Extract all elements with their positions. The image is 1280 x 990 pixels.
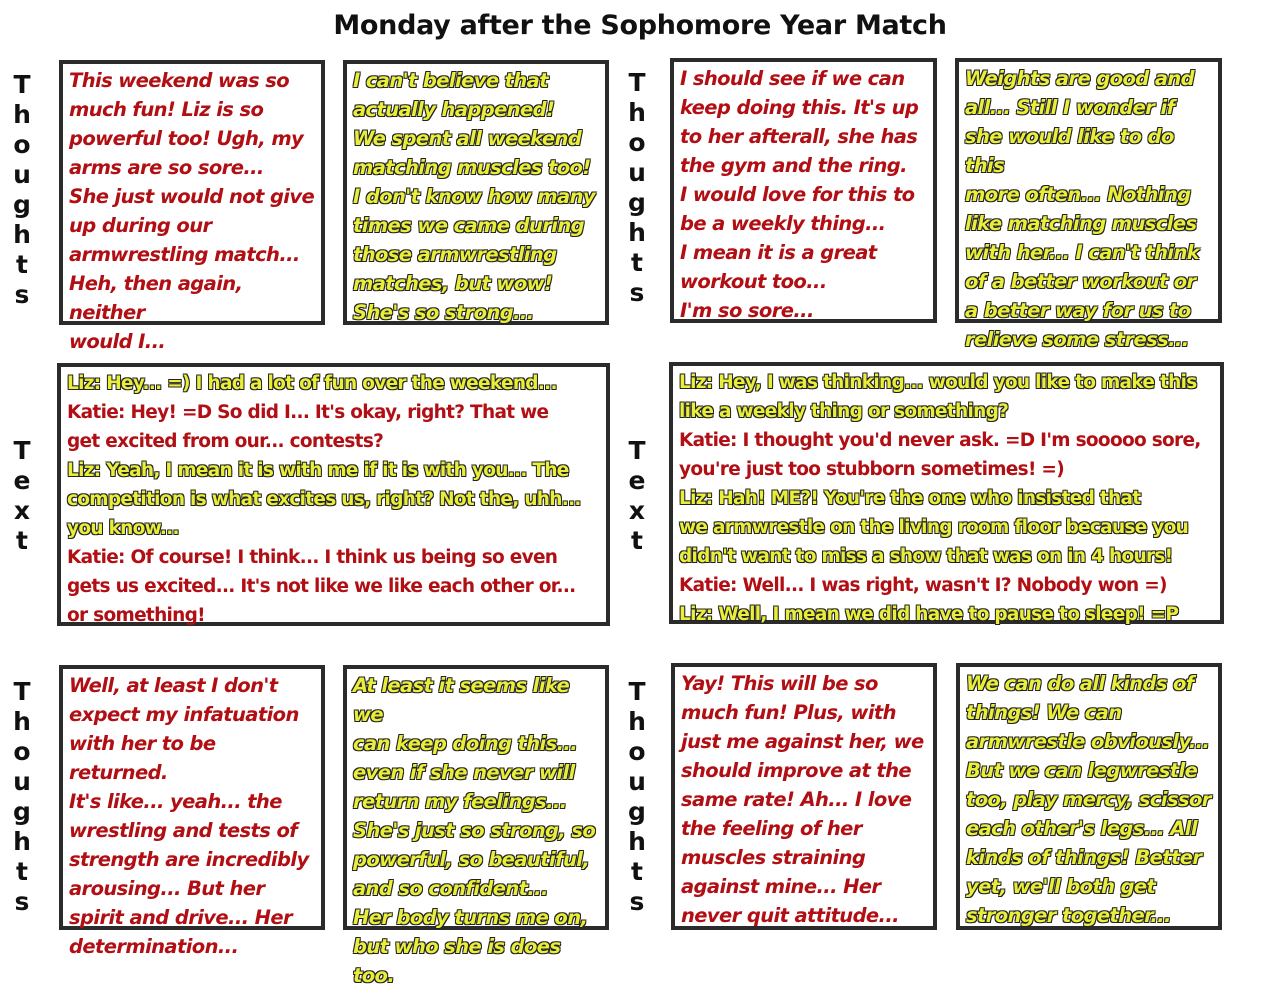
text-line: like a weekly thing or something? [679,401,1009,422]
text-line: or something! [67,605,205,626]
text-line: we armwrestle on the living room floor because you [679,517,1189,538]
text-message [67,398,600,456]
text-line: Katie: I thought you'd never ask. =D I'm sooooo sore, [679,430,1201,451]
thought-text: Yay! This will be so much fun! Plus, with just me against her, we should improve at the same rate! Ah... I love the feeling of her muscles straining against mine... Her never quit attitude... [681,672,924,927]
side-label-letter: x [13,496,31,525]
side-label-letter: o [13,130,31,159]
side-label-letter: h [13,707,31,736]
side-label-letter: s [14,280,30,309]
thought-box-katie [671,663,937,930]
side-label-letter: o [13,737,31,766]
side-label-text [621,436,653,556]
text-line: Liz: Yeah, I mean it is with me if it is with you... The [67,460,569,481]
side-label-letter: h [628,707,646,736]
side-label-letter: t [631,248,643,277]
side-label-letter: h [628,98,646,127]
text-line: Katie: Hey! =D So did I... It's okay, right? That we [67,402,549,423]
side-label-letter: T [13,436,31,465]
side-label-letter: e [628,466,646,495]
text-message [679,484,1214,571]
thought-text: We can do all kinds of things! We can armwrestle obviously... But we can legwrestle too, play mercy, scissor each other's legs... All kinds of things! Better yet, we'll both get stronger together... [966,672,1211,927]
side-label-letter: s [14,887,30,916]
side-label-letter: g [13,797,31,826]
text-conversation-box [57,363,610,626]
thought-box-liz [956,663,1222,930]
text-message [679,571,1214,600]
text-message [67,456,600,543]
side-label-letter: s [629,887,645,916]
thought-box-liz [343,665,609,987]
side-label-letter: t [631,857,643,886]
thought-text: This weekend was so much fun! Liz is so powerful too! Ugh, my arms are so sore... She just would not give up during our armwrestling match... Heh, then again, neither would I... [69,69,315,353]
side-label-letter: u [628,767,646,796]
side-label-letter: T [628,68,646,97]
thought-box-katie [59,665,325,958]
side-label-letter: x [628,496,646,525]
side-label-letter: t [16,250,28,279]
side-label-letter: g [628,188,646,217]
side-label-thoughts [6,677,38,917]
thought-text: At least it seems like we can keep doing this... even if she never will return my feelings... She's just so strong, so powerful, so beautiful, and so confident... Her body turns me on, but who she is does too. [353,674,596,987]
side-label-letter: t [16,526,28,555]
side-label-letter: h [13,100,31,129]
thought-box-katie [59,60,325,353]
side-label-letter: g [628,797,646,826]
side-label-letter: h [628,218,646,247]
side-label-text [6,436,38,556]
text-line: you know... [67,518,179,539]
side-label-letter: T [13,70,31,99]
side-label-letter: g [13,190,31,219]
side-label-letter: T [13,677,31,706]
side-label-letter: u [13,767,31,796]
side-label-letter: h [13,220,31,249]
text-line: Katie: Of course! I think... I think us being so even [67,547,558,568]
page-title: Monday after the Sophomore Year Match [333,10,947,41]
thought-text: Well, at least I don't expect my infatuation with her to be returned. It's like... yeah... the wrestling and tests of strength are incredibly arousing... But her spirit and drive... Her determination... [69,674,309,958]
side-label-letter: u [13,160,31,189]
text-message [67,543,600,630]
side-label-letter: u [628,158,646,187]
text-line: get excited from our... contests? [67,431,384,452]
text-conversation-box [669,362,1224,624]
side-label-letter: h [628,827,646,856]
text-line: competition is what excites us, right? Not the, uhh... [67,489,581,510]
text-line: Liz: Well, I mean we did have to pause to sleep! =P [679,604,1179,625]
side-label-thoughts [6,70,38,310]
side-label-letter: s [629,278,645,307]
text-line: gets us excited... It's not like we like each other or... [67,576,576,597]
thought-box-liz [955,58,1222,351]
side-label-thoughts [621,677,653,917]
side-label-letter: T [628,677,646,706]
text-line: Liz: Hah! ME?! You're the one who insisted that [679,488,1141,509]
side-label-letter: o [628,737,646,766]
thought-text: I should see if we can keep doing this. It's up to her afterall, she has the gym and the ring. I would love for this to be a weekly thing... I mean it is a great workout too... I'm so sore... [680,67,919,322]
text-message [67,369,600,398]
side-label-letter: e [13,466,31,495]
text-message [679,600,1214,629]
side-label-letter: t [16,857,28,886]
side-label-letter: t [631,526,643,555]
text-line: didn't want to miss a show that was on in 4 hours! [679,546,1173,567]
thought-text: Weights are good and all... Still I wonder if she would like to do this more often... Nothing like matching muscles with her... I can't think of a better workout or a better way for us to relieve some stress... [965,67,1200,351]
text-line: you're just too stubborn sometimes! =) [679,459,1064,480]
side-label-letter: T [628,436,646,465]
thought-box-liz [343,60,609,325]
thought-box-katie [670,58,937,323]
text-line: Liz: Hey, I was thinking... would you like to make this [679,372,1197,393]
side-label-letter: o [628,128,646,157]
thought-text: I can't believe that actually happened! We spent all weekend matching muscles too! I don't know how many times we came during those armwrestling matches, but wow! She's so strong... [353,69,595,324]
text-message [679,368,1214,426]
text-line: Liz: Hey... =) I had a lot of fun over the weekend... [67,373,557,394]
text-message [679,426,1214,484]
side-label-letter: h [13,827,31,856]
side-label-thoughts [621,68,653,308]
text-line: Katie: Well... I was right, wasn't I? Nobody won =) [679,575,1167,596]
